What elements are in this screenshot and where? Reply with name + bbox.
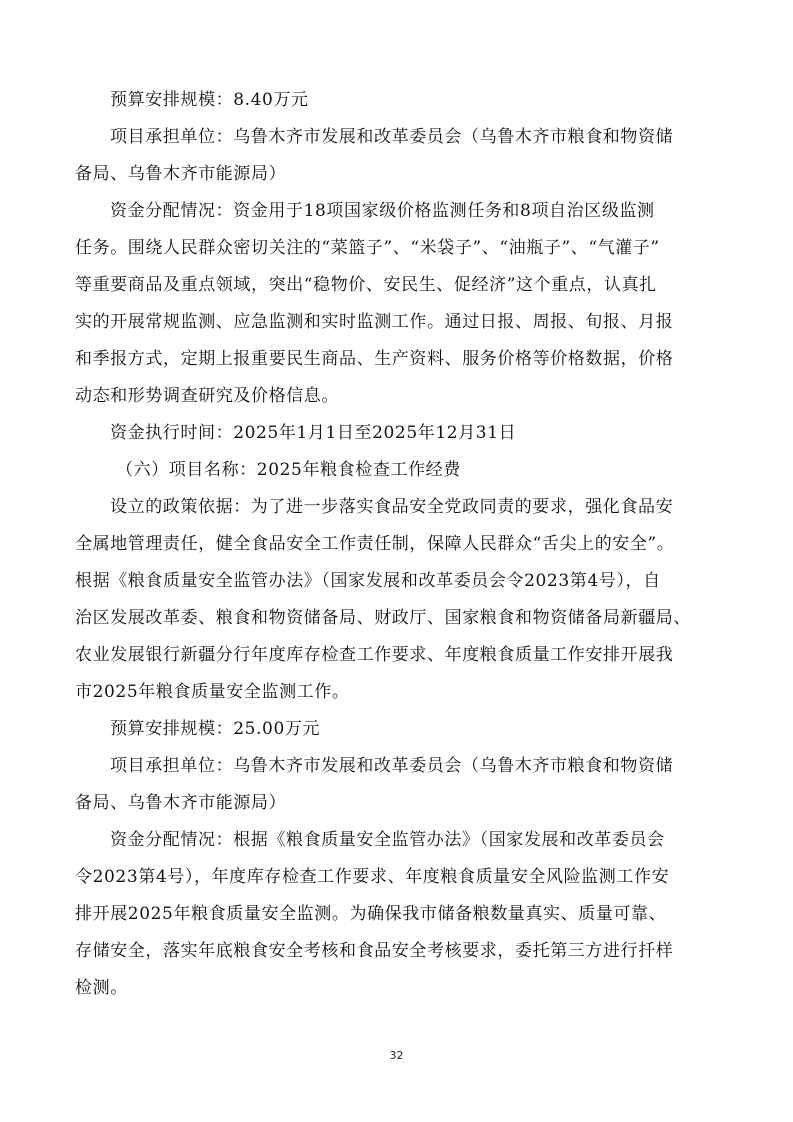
- undertaking-unit-continuation: 备局、乌鲁木齐市能源局）: [75, 164, 287, 184]
- fund-allocation-continuation: 令2023第4号），年度库存检查工作要求、年度粮食质量安全风险监测工作安: [75, 867, 670, 887]
- undertaking-unit-line: 项目承担单位：乌鲁木齐市发展和改革委员会（乌鲁木齐市粮食和物资储: [110, 127, 674, 147]
- policy-basis-continuation: 市2025年粮食质量安全监测工作。: [75, 682, 350, 702]
- fund-allocation-continuation: 动态和形势调查研究及价格信息。: [75, 386, 339, 406]
- fund-allocation-continuation: 检测。: [75, 978, 128, 998]
- fund-allocation-line: 资金分配情况：根据《粮食质量安全监管办法》（国家发展和改革委员会: [110, 830, 665, 850]
- policy-basis-line: 设立的政策依据：为了进一步落实食品安全党政同责的要求，强化食品安: [110, 497, 674, 517]
- policy-basis-continuation: 治区发展改革委、粮食和物资储备局、财政厅、国家粮食和物资储备局新疆局、: [75, 608, 691, 628]
- budget-scale-line: 预算安排规模：25.00万元: [110, 719, 321, 739]
- policy-basis-continuation: 农业发展银行新疆分行年度库存检查工作要求、年度粮食质量工作安排开展我: [75, 645, 674, 665]
- undertaking-unit-line: 项目承担单位：乌鲁木齐市发展和改革委员会（乌鲁木齐市粮食和物资储: [110, 756, 674, 776]
- fund-allocation-continuation: 排开展2025年粮食质量安全监测。为确保我市储备粮数量真实、质量可靠、: [75, 904, 667, 924]
- fund-allocation-continuation: 实的开展常规监测、应急监测和实时监测工作。通过日报、周报、旬报、月报: [75, 312, 674, 332]
- policy-basis-continuation: 根据《粮食质量安全监管办法》（国家发展和改革委员会令2023第4号），自: [75, 571, 661, 591]
- fund-allocation-continuation: 等重要商品及重点领域，突出“稳物价、安民生、促经济”这个重点，认真扎: [75, 275, 657, 295]
- execution-time-line: 资金执行时间：2025年1月1日至2025年12月31日: [110, 423, 517, 443]
- fund-allocation-line: 资金分配情况：资金用于18项国家级价格监测任务和8项自治区级监测: [110, 201, 655, 221]
- fund-allocation-continuation: 存储安全，落实年底粮食安全考核和食品安全考核要求，委托第三方进行扦样: [75, 941, 674, 961]
- page-number: 32: [389, 1049, 404, 1062]
- fund-allocation-continuation: 任务。围绕人民群众密切关注的“菜篮子”、“米袋子”、“油瓶子”、“气灌子”: [75, 238, 660, 258]
- section-heading: （六）项目名称：2025年粮食检查工作经费: [116, 460, 461, 480]
- fund-allocation-continuation: 和季报方式，定期上报重要民生商品、生产资料、服务价格等价格数据，价格: [75, 349, 674, 369]
- undertaking-unit-continuation: 备局、乌鲁木齐市能源局）: [75, 793, 287, 813]
- budget-scale-line: 预算安排规模：8.40万元: [110, 90, 309, 110]
- policy-basis-continuation: 全属地管理责任，健全食品安全工作责任制，保障人民群众“舌尖上的安全”。: [75, 534, 675, 554]
- document-body: [75, 82, 723, 1007]
